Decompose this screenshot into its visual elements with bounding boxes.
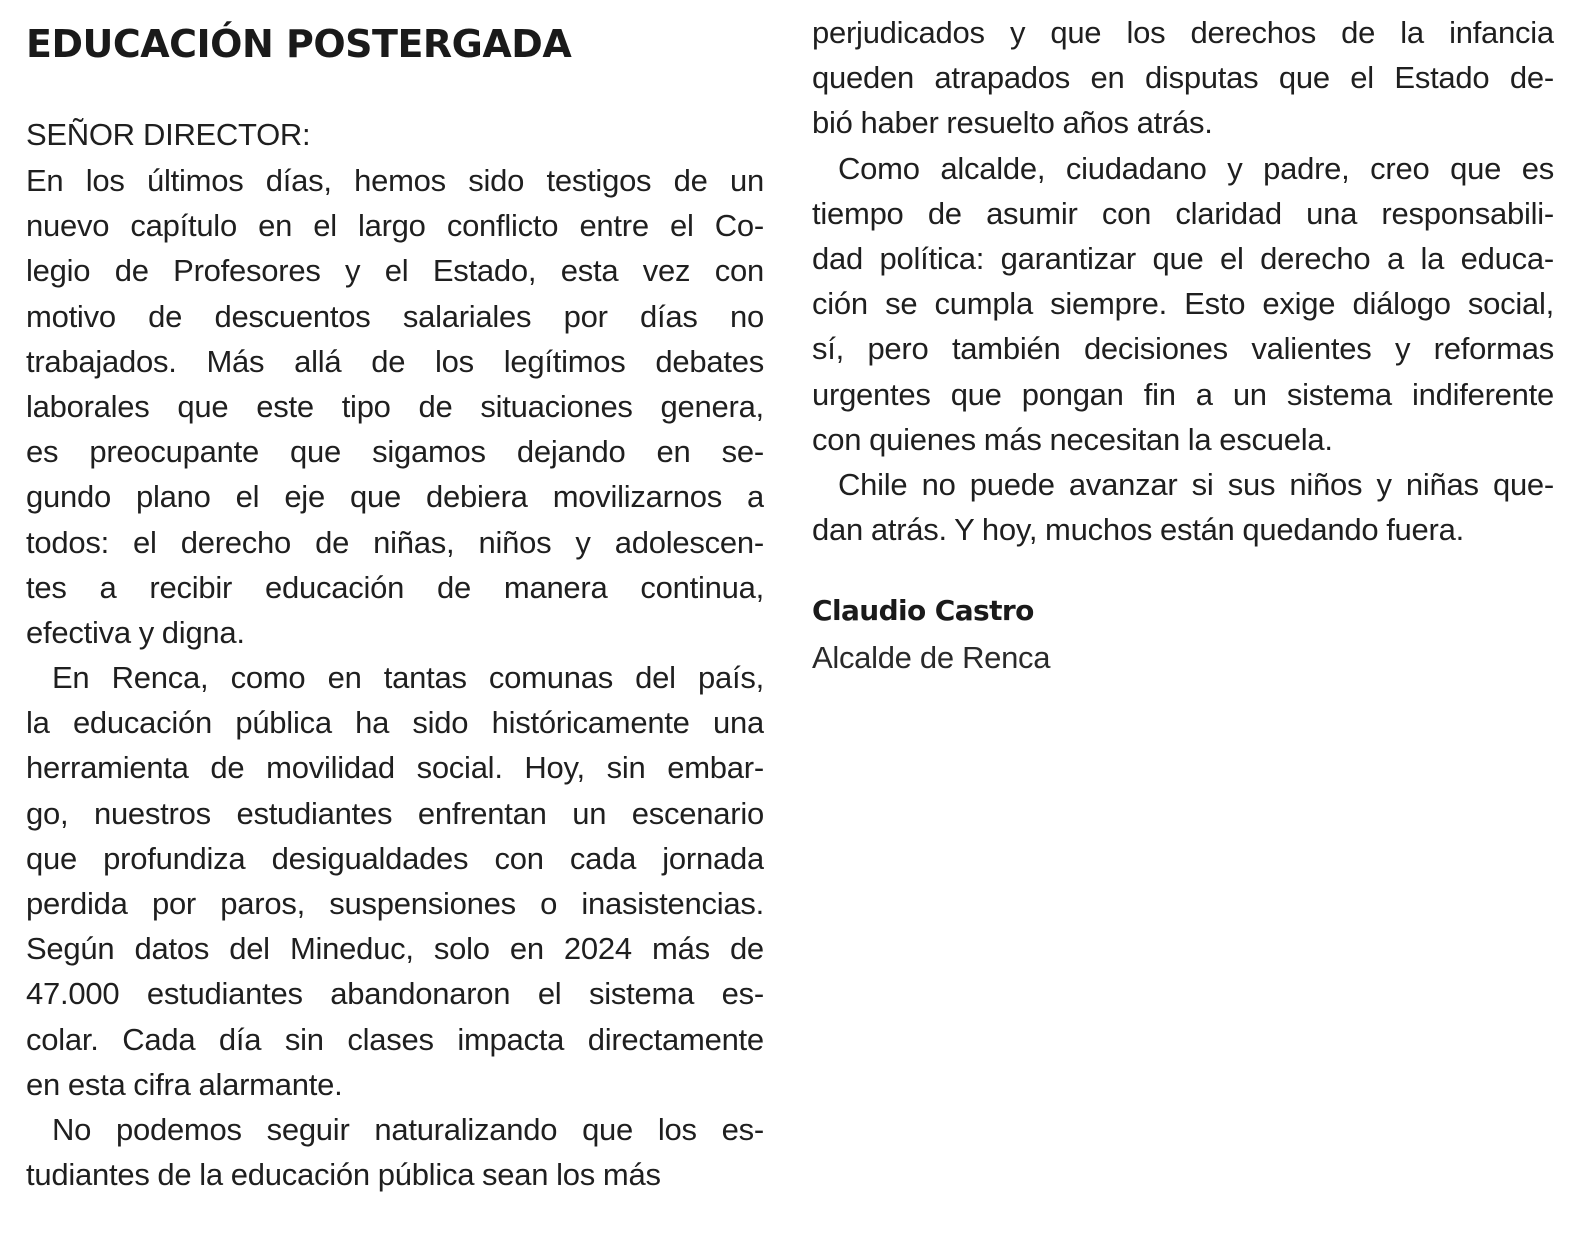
- word: comunas: [488, 660, 613, 696]
- word: En: [26, 163, 64, 198]
- word: que-: [1492, 466, 1554, 502]
- word: conflicto: [446, 208, 559, 244]
- word: que: [1450, 150, 1502, 186]
- word: inasistencias.: [581, 886, 764, 921]
- left-column-body: [26, 158, 764, 1197]
- body-line: [26, 881, 764, 926]
- word: el: [670, 208, 694, 244]
- word: el: [235, 479, 260, 515]
- word: nuevo: [26, 208, 110, 244]
- body-line: [26, 971, 764, 1016]
- body-line: [26, 203, 764, 248]
- body-line: [26, 655, 764, 700]
- word: de: [927, 195, 962, 231]
- word: la: [26, 705, 50, 741]
- word: a: [1386, 240, 1404, 276]
- body-line: [26, 429, 764, 474]
- word: es: [26, 434, 59, 470]
- word: dejando: [516, 434, 626, 470]
- word: los: [657, 1111, 697, 1147]
- body-line: [812, 462, 1554, 507]
- word: paros,: [220, 886, 305, 921]
- word: día: [218, 1021, 262, 1057]
- body-line: [812, 146, 1554, 191]
- word: herramienta: [26, 750, 189, 786]
- body-line: [812, 55, 1554, 100]
- word: el: [133, 524, 157, 560]
- word: derecho: [180, 524, 292, 560]
- word: social.: [416, 750, 503, 786]
- body-line: [26, 158, 764, 203]
- word: una: [712, 705, 764, 741]
- word: esta: [560, 253, 619, 289]
- word: el: [384, 253, 409, 289]
- word: fin: [1143, 376, 1176, 412]
- word: de: [729, 931, 764, 967]
- word: seguir: [266, 1111, 350, 1147]
- word: días: [640, 298, 698, 334]
- word: de: [1341, 15, 1376, 50]
- word: de: [418, 388, 453, 424]
- word: largo: [357, 208, 426, 244]
- word: enfrentan: [417, 795, 547, 831]
- word: movilidad: [266, 750, 395, 786]
- word: tiempo: [812, 195, 904, 231]
- word: la: [1420, 240, 1445, 276]
- salutation: SEÑOR DIRECTOR:: [26, 117, 311, 152]
- word: si: [1191, 466, 1214, 502]
- word: situaciones: [480, 388, 633, 424]
- word: diálogo: [1352, 286, 1451, 322]
- word: Estado: [1394, 60, 1490, 96]
- word: escenario: [631, 795, 764, 831]
- word: claridad: [1175, 195, 1282, 231]
- word: todos:: [26, 524, 109, 560]
- word: atrapados: [934, 60, 1071, 96]
- word: históricamente: [491, 705, 690, 741]
- word: testigos: [546, 163, 652, 198]
- word: en: [1090, 60, 1125, 96]
- body-line: [812, 326, 1554, 371]
- word: asumir: [986, 195, 1078, 231]
- word: salariales: [402, 298, 532, 334]
- word: es-: [721, 976, 764, 1012]
- word: 47.000: [26, 976, 120, 1012]
- word: que: [290, 434, 342, 470]
- body-line: [26, 745, 764, 790]
- word: de: [210, 750, 245, 786]
- word: es: [1521, 150, 1554, 186]
- word: No: [52, 1111, 92, 1147]
- body-line: [812, 281, 1554, 326]
- body-line: [26, 474, 764, 519]
- body-line: [26, 384, 764, 429]
- body-line: [26, 520, 764, 565]
- word: entre: [579, 208, 649, 244]
- author-name: Claudio Castro: [812, 594, 1034, 627]
- word: siempre.: [1050, 286, 1167, 322]
- word: por: [151, 886, 197, 921]
- word: con: [494, 840, 544, 876]
- word: una: [1306, 195, 1358, 231]
- word: de: [148, 298, 183, 334]
- word: puede: [969, 466, 1055, 502]
- word: podemos: [115, 1111, 242, 1147]
- word: hemos: [354, 163, 446, 198]
- word: clases: [347, 1021, 434, 1057]
- word: un: [1232, 376, 1267, 412]
- word: motivo: [26, 298, 116, 334]
- right-column-body: [812, 10, 1554, 552]
- word: cada: [569, 840, 637, 876]
- word: embar-: [667, 750, 764, 786]
- word: exige: [1262, 286, 1336, 322]
- word: y: [1376, 466, 1392, 502]
- word: niñas,: [373, 524, 455, 560]
- word: niños: [478, 524, 552, 560]
- word: eje: [284, 479, 325, 515]
- word: el: [313, 208, 337, 244]
- word: vez: [642, 253, 691, 289]
- word: de: [114, 253, 149, 289]
- word: recibir: [149, 569, 233, 605]
- word: sistema: [589, 976, 695, 1012]
- word: el: [537, 976, 562, 1012]
- word: pongan: [1021, 376, 1124, 412]
- word: Renca,: [111, 660, 209, 696]
- word: de: [673, 163, 708, 198]
- word: solo: [433, 931, 490, 967]
- word: dad: [812, 240, 863, 276]
- signature-block: [812, 590, 1542, 680]
- headline: EDUCACIÓN POSTERGADA: [26, 22, 572, 66]
- body-line: [812, 372, 1554, 417]
- word: urgentes: [812, 376, 931, 412]
- body-line: [26, 1107, 764, 1152]
- word: legítimos: [503, 343, 626, 379]
- word: sido: [412, 705, 469, 741]
- word: adolescen-: [614, 524, 764, 560]
- word: el: [1350, 60, 1374, 96]
- body-line: dan atrás. Y hoy, muchos están quedando fuera.: [812, 512, 1464, 548]
- word: tantas: [383, 660, 467, 696]
- body-line: con quienes más necesitan la escuela.: [812, 421, 1333, 457]
- body-line: [26, 1017, 764, 1062]
- word: no: [921, 466, 956, 502]
- word: que: [26, 840, 77, 876]
- word: en: [327, 660, 362, 696]
- word: por: [563, 298, 608, 334]
- word: cumpla: [934, 286, 1033, 322]
- word: o: [540, 886, 558, 921]
- word: es-: [721, 1111, 764, 1147]
- body-line: [26, 836, 764, 881]
- word: colar.: [26, 1021, 99, 1057]
- word: valientes: [1251, 331, 1372, 367]
- word: go,: [26, 795, 69, 831]
- word: Hoy,: [524, 750, 585, 786]
- word: social,: [1467, 286, 1554, 322]
- word: que: [582, 1111, 634, 1147]
- word: no: [729, 298, 764, 334]
- word: abandonaron: [330, 976, 511, 1012]
- word: Estado,: [432, 253, 537, 289]
- word: estudiantes: [146, 976, 303, 1012]
- word: política:: [879, 240, 985, 276]
- word: perjudicados: [812, 15, 985, 50]
- word: la: [1400, 15, 1424, 50]
- word: descuentos: [214, 298, 371, 334]
- word: genera,: [660, 388, 764, 424]
- word: y: [1394, 331, 1411, 367]
- word: profundiza: [103, 840, 246, 876]
- word: de: [436, 569, 471, 605]
- word: se: [885, 286, 918, 322]
- word: Cada: [122, 1021, 196, 1057]
- word: educación: [72, 705, 213, 741]
- word: perdida: [26, 886, 128, 921]
- word: ción: [812, 286, 868, 322]
- word: ciudadano: [1065, 150, 1207, 186]
- word: niñas: [1405, 466, 1479, 502]
- word: trabajados.: [26, 343, 177, 379]
- word: sigamos: [372, 434, 486, 470]
- word: Mineduc,: [289, 931, 414, 967]
- word: garantizar: [1000, 240, 1136, 276]
- word: y: [345, 253, 361, 289]
- word: y: [575, 524, 591, 560]
- word: un: [572, 795, 607, 831]
- word: directamente: [587, 1021, 764, 1057]
- word: responsabili-: [1381, 195, 1554, 231]
- word: capítulo: [130, 208, 237, 244]
- word: en: [656, 434, 691, 470]
- word: a: [1195, 376, 1213, 412]
- word: tipo: [341, 388, 391, 424]
- word: más: [652, 931, 710, 967]
- word: alcalde,: [940, 150, 1046, 186]
- word: un: [729, 163, 764, 198]
- word: Como: [838, 150, 920, 186]
- word: indiferente: [1411, 376, 1554, 412]
- body-line: [26, 791, 764, 836]
- word: En: [52, 660, 90, 696]
- body-line: [812, 191, 1554, 236]
- word: educación: [264, 569, 405, 605]
- word: desigualdades: [271, 840, 469, 876]
- word: sido: [468, 163, 525, 198]
- word: continua,: [640, 569, 764, 605]
- word: sin: [606, 750, 646, 786]
- word: pública: [235, 705, 332, 741]
- word: Chile: [838, 466, 908, 502]
- word: también: [951, 331, 1061, 367]
- body-line: efectiva y digna.: [26, 614, 245, 650]
- word: laborales: [26, 388, 150, 424]
- word: en: [509, 931, 544, 967]
- body-line: bió haber resuelto años atrás.: [812, 105, 1213, 141]
- body-line: [26, 926, 764, 971]
- word: movilizarnos: [552, 479, 722, 515]
- body-line: [26, 565, 764, 610]
- word: el: [1219, 240, 1244, 276]
- word: Más: [206, 343, 265, 379]
- body-line: en esta cifra alarmante.: [26, 1066, 343, 1102]
- word: que: [349, 479, 401, 515]
- word: jornada: [662, 840, 764, 876]
- word: estudiantes: [236, 795, 393, 831]
- word: y: [1009, 15, 1026, 50]
- word: que: [1152, 240, 1204, 276]
- word: datos: [134, 931, 210, 967]
- word: del: [229, 931, 270, 967]
- word: sistema: [1286, 376, 1392, 412]
- word: país,: [698, 660, 764, 696]
- word: queden: [812, 60, 914, 96]
- body-line: [26, 294, 764, 339]
- body-line: [26, 700, 764, 745]
- body-line: [812, 10, 1554, 55]
- word: de: [371, 343, 406, 379]
- body-line: tudiantes de la educación pública sean los más: [26, 1157, 661, 1193]
- word: a: [747, 479, 764, 515]
- word: tes: [26, 569, 67, 605]
- word: pero: [867, 331, 929, 367]
- word: debates: [655, 343, 764, 379]
- word: debiera: [425, 479, 528, 515]
- word: sin: [284, 1021, 324, 1057]
- word: Co-: [714, 208, 764, 244]
- word: como: [230, 660, 306, 696]
- word: que: [1050, 15, 1102, 50]
- word: que: [177, 388, 229, 424]
- word: sus: [1227, 466, 1276, 502]
- word: del: [635, 660, 676, 696]
- word: se-: [721, 434, 764, 470]
- word: últimos: [147, 163, 244, 198]
- word: impacta: [457, 1021, 565, 1057]
- word: suspensiones: [329, 886, 516, 921]
- word: avanzar: [1068, 466, 1178, 502]
- word: a: [99, 569, 117, 605]
- word: los: [1126, 15, 1166, 50]
- word: reformas: [1433, 331, 1554, 367]
- word: días,: [265, 163, 332, 198]
- body-line: [812, 236, 1554, 281]
- word: preocupante: [89, 434, 259, 470]
- word: Profesores: [173, 253, 321, 289]
- body-line: [26, 339, 764, 384]
- word: nuestros: [93, 795, 211, 831]
- word: de-: [1509, 60, 1554, 96]
- word: sí,: [812, 331, 844, 367]
- word: que: [1278, 60, 1330, 96]
- word: niños: [1289, 466, 1363, 502]
- word: naturalizando: [374, 1111, 558, 1147]
- word: ha: [355, 705, 390, 741]
- word: en: [258, 208, 293, 244]
- word: padre,: [1263, 150, 1350, 186]
- word: derechos: [1190, 15, 1317, 50]
- word: 2024: [563, 931, 632, 967]
- word: con: [1101, 195, 1152, 231]
- word: los: [435, 343, 474, 379]
- word: allá: [294, 343, 342, 379]
- word: disputas: [1144, 60, 1259, 96]
- word: plano: [136, 479, 211, 515]
- word: manera: [503, 569, 608, 605]
- author-role: Alcalde de Renca: [812, 640, 1051, 675]
- word: creo: [1370, 150, 1430, 186]
- word: con: [714, 253, 764, 289]
- word: gundo: [26, 479, 111, 515]
- word: de: [315, 524, 350, 560]
- word: educa-: [1460, 240, 1554, 276]
- word: que: [950, 376, 1002, 412]
- word: este: [256, 388, 314, 424]
- word: derecho: [1260, 240, 1371, 276]
- body-line: [26, 248, 764, 293]
- word: decisiones: [1083, 331, 1228, 367]
- word: y: [1227, 150, 1243, 186]
- word: legio: [26, 253, 91, 289]
- word: los: [85, 163, 125, 198]
- word: infancia: [1449, 15, 1554, 50]
- word: Esto: [1184, 286, 1246, 322]
- word: Según: [26, 931, 115, 967]
